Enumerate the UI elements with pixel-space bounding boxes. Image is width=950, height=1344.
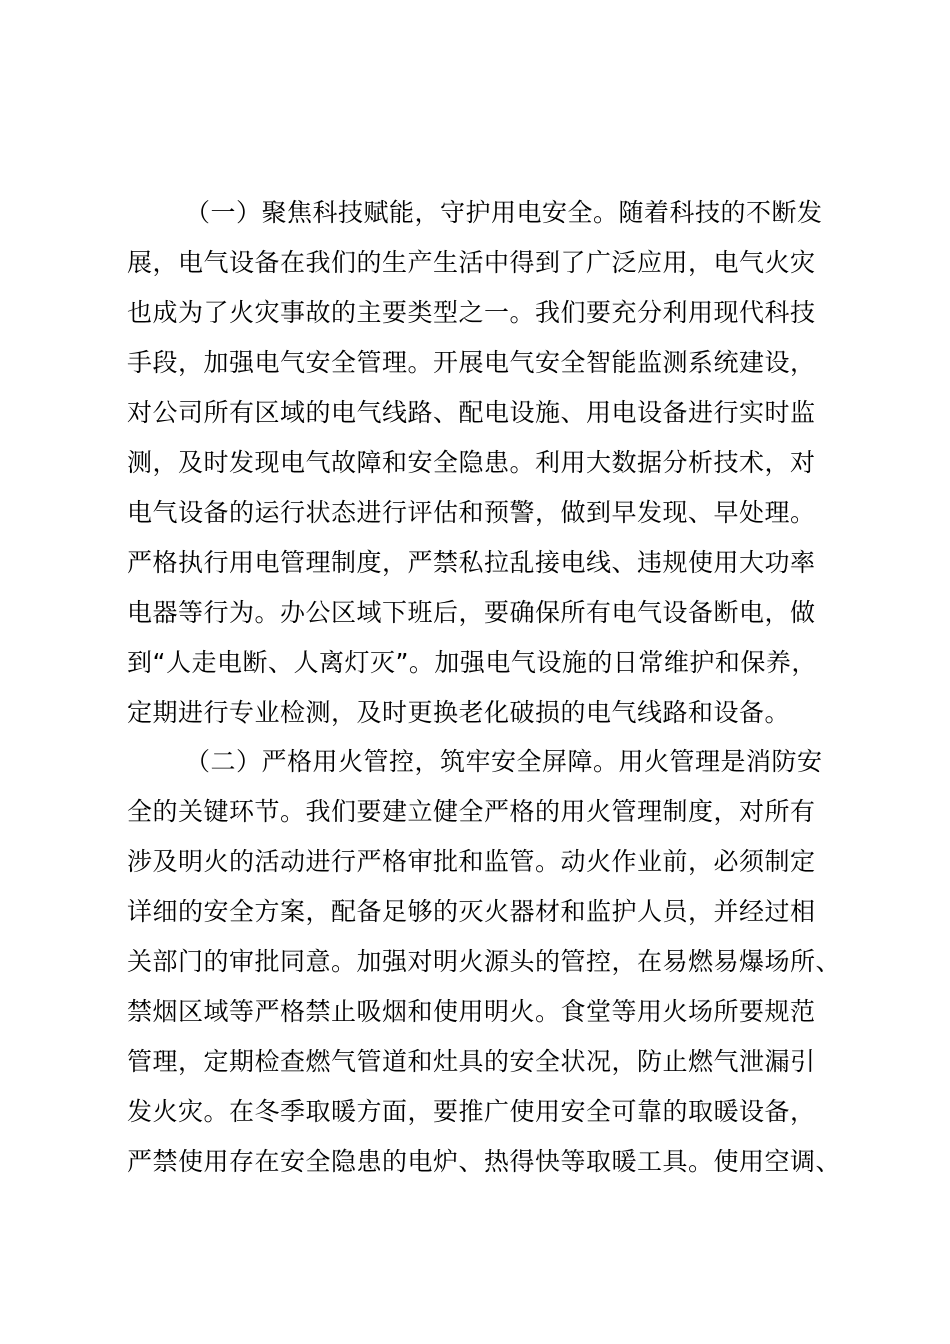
paragraph-line: 管理，定期检查燃气管道和灶具的安全状况，防止燃气泄漏引 [127, 1047, 816, 1076]
paragraph-line: 展，电气设备在我们的生产生活中得到了广泛应用，电气火灾 [127, 248, 816, 277]
paragraph-line: 电器等行为。办公区域下班后，要确保所有电气设备断电，做 [127, 598, 816, 627]
paragraph-line: 严禁使用存在安全隐患的电炉、热得快等取暖工具。使用空调、 [127, 1147, 842, 1176]
paragraph-line: 电气设备的运行状态进行评估和预警，做到早发现、早处理。 [127, 498, 816, 527]
paragraph-line: 涉及明火的活动进行严格审批和监管。动火作业前，必须制定 [127, 847, 816, 876]
paragraph-line: 关部门的审批同意。加强对明火源头的管控，在易燃易爆场所、 [127, 947, 842, 976]
paragraph-line: 禁烟区域等严格禁止吸烟和使用明火。食堂等用火场所要规范 [127, 997, 816, 1026]
paragraph-line: 到“人走电断、人离灯灭”。加强电气设施的日常维护和保养， [127, 648, 817, 677]
paragraph-electrical-safety [127, 188, 823, 738]
paragraph-line: 发火灾。在冬季取暖方面，要推广使用安全可靠的取暖设备， [127, 1097, 816, 1126]
paragraph-line: （二）严格用火管控，筑牢安全屏障。用火管理是消防安 [185, 747, 823, 776]
paragraph-line: 定期进行专业检测，及时更换老化破损的电气线路和设备。 [127, 698, 791, 727]
paragraph-line: 测，及时发现电气故障和安全隐患。利用大数据分析技术，对 [127, 448, 816, 477]
paragraph-line: 全的关键环节。我们要建立健全严格的用火管理制度，对所有 [127, 797, 816, 826]
paragraph-line: 严格执行用电管理制度，严禁私拉乱接电线、违规使用大功率 [127, 548, 816, 577]
paragraph-line: （一）聚焦科技赋能，守护用电安全。随着科技的不断发 [185, 198, 823, 227]
paragraph-line: 也成为了火灾事故的主要类型之一。我们要充分利用现代科技 [127, 298, 816, 327]
paragraph-line: 对公司所有区域的电气线路、配电设施、用电设备进行实时监 [127, 398, 816, 427]
paragraph-line: 手段，加强电气安全管理。开展电气安全智能监测系统建设， [127, 348, 816, 377]
paragraph-fire-control [127, 737, 842, 1187]
paragraph-line: 详细的安全方案，配备足够的灭火器材和监护人员，并经过相 [127, 897, 816, 926]
